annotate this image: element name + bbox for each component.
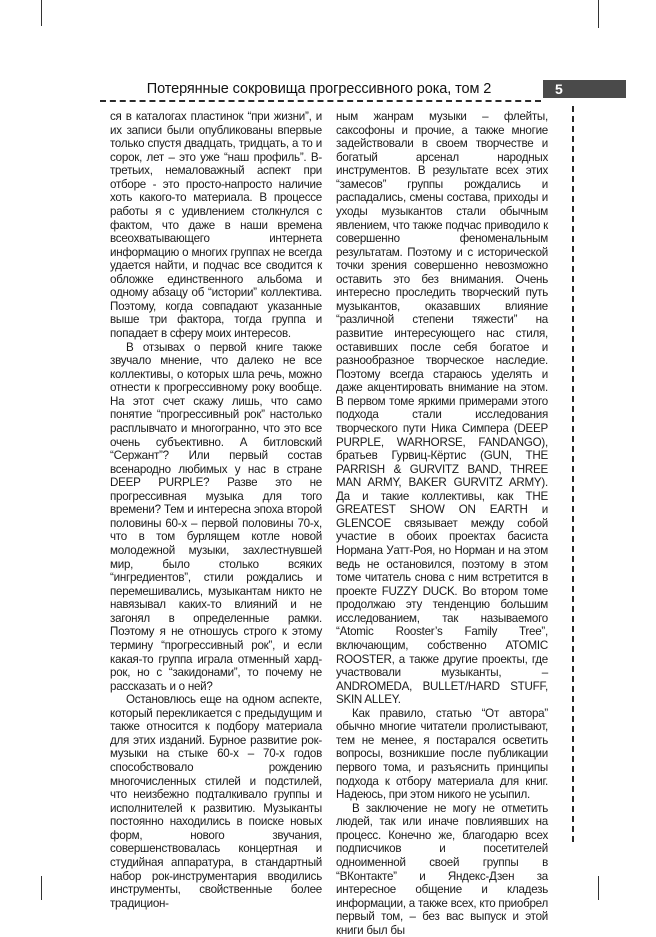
paragraph: ся в каталогах пластинок “при жизни”, и их записи были опубликованы впервые только спустя двадцать, тридцать, а то и сорок, лет – это уже “наш профиль”. В-третьих, немаловажный аспект при отборе - это просто-напросто наличие хоть какого-то материала. В процессе работы я с удивлением столкнулся с фактом, что даже в наши времена всеохватывающего интернета информацию о многих группах не всегда удается найти, и подчас все сводится к обложке единственного альбома и одному абзацу об “истории” коллектива. Поэтому, когда совпадают указанные выше три фактора, тогда группа и попадает в сферу моих интересов. xyxy=(110,110,322,340)
page-number: 5 xyxy=(543,80,626,98)
text-column-right xyxy=(336,110,548,937)
running-title: Потерянные сокровища прогрессивного рока, том 2 xyxy=(146,81,492,97)
paragraph: В заключение не могу не отметить людей, так или иначе повлиявших на процесс. Конечно же, благодарю всех подписчиков и посетителей одноименной своей группы в “ВКонтакте” и Яндекс-Дзен за интересное общение и кладезь информации, а также всех, кто приобрел первый том, – без вас выпуск и этой книги был бы xyxy=(336,801,548,937)
text-column-left xyxy=(110,110,322,910)
crop-mark-bottom-right xyxy=(598,876,599,900)
crop-mark-bottom-left xyxy=(41,876,42,900)
side-dashed-rule xyxy=(572,106,574,842)
page-header xyxy=(100,78,626,100)
header-dashed-rule xyxy=(100,100,541,102)
paragraph: ным жанрам музыки – флейты, саксофоны и прочие, а также многие задействовали в своем творчестве и богатый арсенал народных инструментов. В результате всех этих “замесов” группы рождались и распадались, смены состава, приходы и уходы музыкантов стали обычным явлением, что также подчас приводило к совершенно феноменальным результатам. Поэтому и с исторической точки зрения совершенно невозможно оставить это без внимания. Очень интересно проследить творческий путь музыкантов, оказавших влияние “различной степени тяжести” на развитие интересующего нас стиля, оставивших после себя богатое и разнообразное творческое наследие. Поэтому всегда стараюсь уделять и даже акцентировать внимание на этом. В первом томе яркими примерами этого подхода стали исследования творческого пути Ника Симпера (DEEP PURPLE, WARHORSE, FANDANGO), братьев Гурвиц-Кёртис (GUN, THE PARRISH & GURVITZ BAND, THREE MAN ARMY, BAKER GURVITZ ARMY). Да и такие коллективы, как THE GREATEST SHOW ON EARTH и GLENCOE связывает между собой участие в обоих проектах басиста Нормана Уатт-Роя, но Норман и на этом ведь не остановился, поэтому в этом томе читатель снова с ним встретится в проекте FUZZY DUCK. Во втором томе продолжаю эту тенденцию большим исследованием, так называемого “Atomic Rooster’s Family Tree”, включающим, собственно ATOMIC ROOSTER, а также другие проекты, где участвовали музыканты, – ANDROMEDA, BULLET/HARD STUFF, SKIN ALLEY. xyxy=(336,110,548,707)
paragraph: Остановлюсь еще на одном аспекте, который перекликается с предыдущим и также относится к подбору материала для этих изданий. Бурное развитие рок-музыки на стыке 60-х – 70-х годов способствовало рождению многочисленных стилей и подстилей, что неизбежно подталкивало группы и исполнителей к развитию. Музыканты постоянно находились в поиске новых форм, нового звучания, совершенствовалась концертная и студийная аппаратура, в стандартный набор рок-инструментария вводились инструменты, свойственные более традицион- xyxy=(110,693,322,910)
paragraph: Как правило, статью “От автора” обычно многие читатели пролистывают, тем не менее, я постарался осветить вопросы, возникшие после публикации первого тома, и разъяснить принципы подхода к отбору материала для книг. Надеюсь, при этом никого не усыпил. xyxy=(336,706,548,802)
crop-mark-top-left xyxy=(41,0,42,26)
paragraph: В отзывах о первой книге также звучало мнение, что далеко не все коллективы, о которых шла речь, можно отнести к прогрессивному року вообще. На этот счет скажу лишь, что само понятие “прогрессивный рок” настолько расплывчато и многогранно, что это все очень субъективно. А битловский “Сержант”? Или первый состав всенародно любимых у нас в стране DEEP PURPLE? Разве это не прогрессивная музыка для того времени? Тем и интересна эпоха второй половины 60-х – первой половины 70-х, что в том бурлящем котле новой молодежной музыки, захлестнувшей мир, было столько всяких “ингредиентов”, стили рождались и перемешивались, музыкантам никто не навязывал каких-то влияний и не загонял в определенные рамки. Поэтому я не отношусь строго к этому термину “прогрессивный рок”, и если какая-то группа играла отменный хард-рок, но с “закидонами”, то почему не рассказать и о ней? xyxy=(110,340,322,693)
crop-mark-top-right xyxy=(598,0,599,28)
